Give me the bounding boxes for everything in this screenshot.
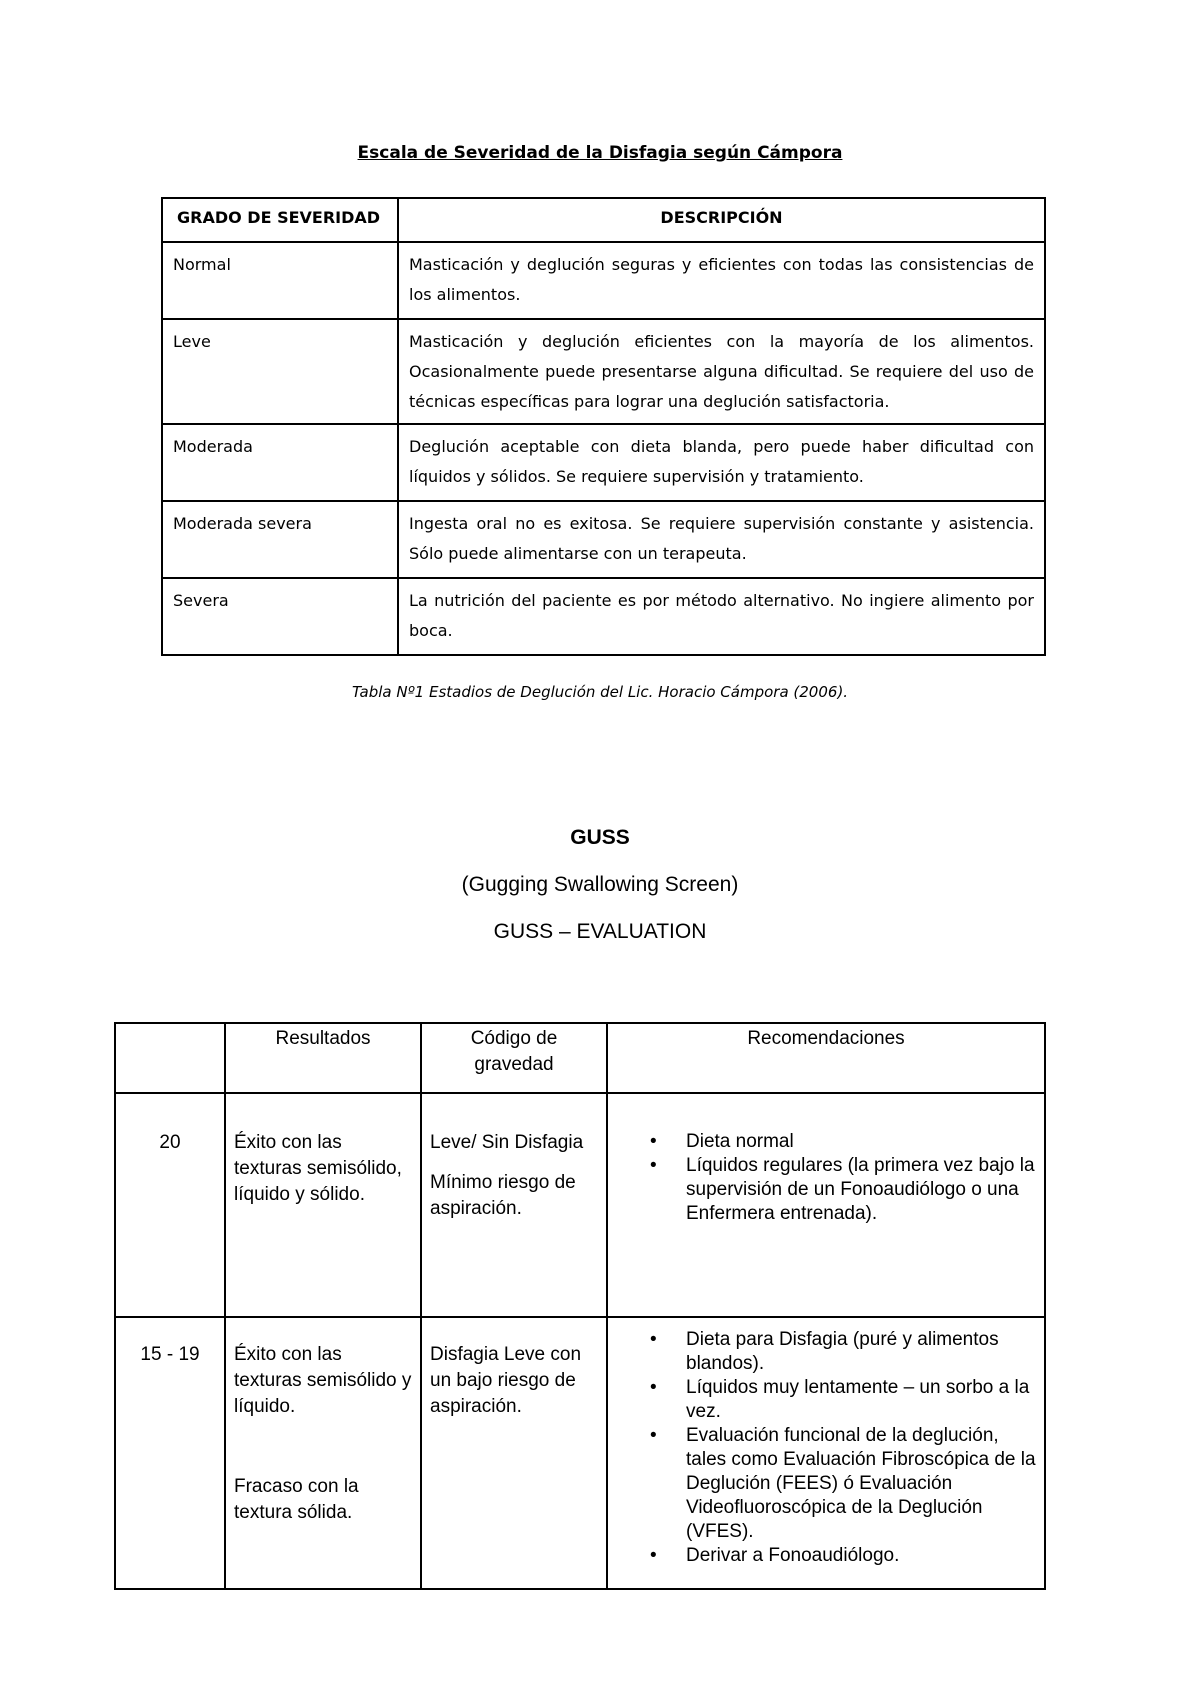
column-header-recommendations: Recomendaciones	[607, 1023, 1045, 1093]
column-header-results: Resultados	[225, 1023, 421, 1093]
table-row	[162, 242, 1045, 319]
grade-cell: Severa	[162, 578, 398, 655]
guss-title: GUSS	[570, 826, 630, 849]
score-cell: 15 - 19	[115, 1317, 225, 1589]
recommendations-list	[616, 1328, 1036, 1568]
table-row	[115, 1093, 1045, 1317]
results-cell	[225, 1093, 421, 1317]
table-row	[162, 424, 1045, 501]
guss-subtitle: (Gugging Swallowing Screen)	[461, 873, 739, 896]
column-header-grade: GRADO DE SEVERIDAD	[162, 198, 398, 242]
severity-code-text: Disfagia Leve con un bajo riesgo de aspiración.	[430, 1344, 582, 1417]
table-header-row	[115, 1023, 1045, 1093]
recommendations-cell	[607, 1317, 1045, 1589]
column-header-score	[115, 1023, 225, 1093]
severity-scale-title: Escala de Severidad de la Disfagia según Cámpora	[357, 143, 843, 163]
column-header-description: DESCRIPCIÓN	[398, 198, 1045, 242]
list-item: • Evaluación funcional de la deglución, tales como Evaluación Fibroscópica de la Deglución (FEES) ó Evaluación Videofluoroscópica de la Deglución (VFES).	[686, 1424, 1036, 1544]
results-text: Éxito con las texturas semisólido y líquido.	[234, 1344, 412, 1417]
description-cell: Deglución aceptable con dieta blanda, pero puede haber dificultad con líquidos y sólidos. Se requiere supervisión y tratamiento.	[398, 424, 1045, 501]
grade-cell: Leve	[162, 319, 398, 424]
guss-table	[114, 1022, 1046, 1590]
score-cell: 20	[115, 1093, 225, 1317]
severity-code-cell	[421, 1317, 607, 1589]
guss-evaluation-heading: GUSS – EVALUATION	[493, 920, 707, 943]
table-row	[162, 501, 1045, 578]
results-text: Fracaso con la textura sólida.	[234, 1476, 359, 1523]
description-cell: Masticación y deglución eficientes con la mayoría de los alimentos. Ocasionalmente puede presentarse alguna dificultad. Se requiere del uso de técnicas específicas para lograr una deglución satisfactoria.	[398, 319, 1045, 424]
table-row	[162, 319, 1045, 424]
severity-code-text: Mínimo riesgo de aspiración.	[430, 1172, 576, 1219]
table-row	[115, 1317, 1045, 1589]
recommendations-cell	[607, 1093, 1045, 1317]
list-item: • Líquidos regulares (la primera vez bajo la supervisión de un Fonoaudiólogo o una Enfermera entrenada).	[686, 1154, 1036, 1226]
list-item: • Líquidos muy lentamente – un sorbo a la vez.	[686, 1376, 1036, 1424]
description-cell: Ingesta oral no es exitosa. Se requiere supervisión constante y asistencia. Sólo puede alimentarse con un terapeuta.	[398, 501, 1045, 578]
list-item: • Derivar a Fonoaudiólogo.	[686, 1544, 1036, 1568]
results-text: Éxito con las texturas semisólido, líquido y sólido.	[234, 1132, 402, 1205]
table-row	[162, 578, 1045, 655]
severity-table	[161, 197, 1046, 656]
recommendations-list	[616, 1130, 1036, 1226]
grade-cell: Moderada	[162, 424, 398, 501]
severity-code-cell	[421, 1093, 607, 1317]
severity-code-text: Leve/ Sin Disfagia	[430, 1132, 584, 1153]
column-header-severity-code: Código de gravedad	[421, 1023, 607, 1093]
grade-cell: Moderada severa	[162, 501, 398, 578]
description-cell: La nutrición del paciente es por método alternativo. No ingiere alimento por boca.	[398, 578, 1045, 655]
table-caption: Tabla Nº1 Estadios de Deglución del Lic. Horacio Cámpora (2006).	[351, 683, 849, 701]
list-item: • Dieta normal	[686, 1130, 1036, 1154]
table-header-row	[162, 198, 1045, 242]
grade-cell: Normal	[162, 242, 398, 319]
results-cell	[225, 1317, 421, 1589]
description-cell: Masticación y deglución seguras y eficientes con todas las consistencias de los alimentos.	[398, 242, 1045, 319]
list-item: • Dieta para Disfagia (puré y alimentos blandos).	[686, 1328, 1036, 1376]
